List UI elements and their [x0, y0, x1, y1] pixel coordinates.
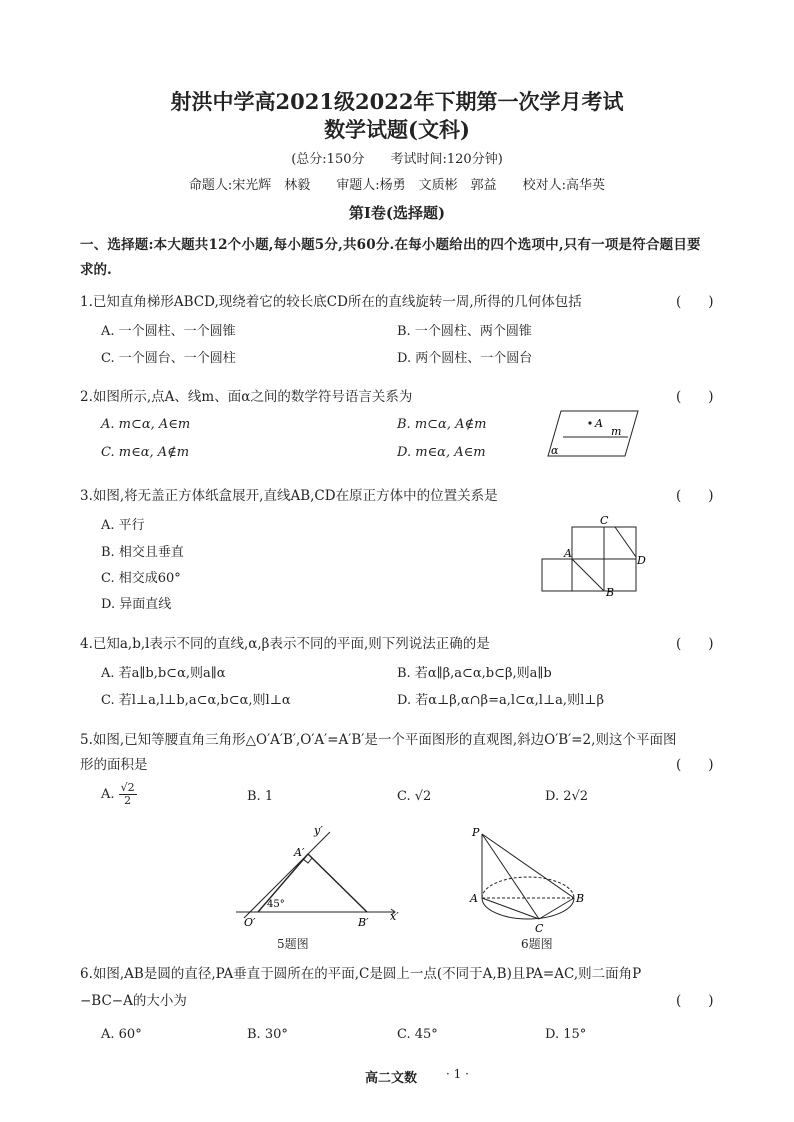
net-square-left [542, 559, 572, 591]
label-y-prime: y′ [314, 824, 323, 837]
q2-option-d: D. m∈α, A∈m [397, 445, 486, 460]
label-c: C [600, 514, 609, 527]
q2-option-c: C. m∈α, A∉m [101, 445, 190, 460]
answer-paren-2: ( ) [676, 389, 714, 405]
q1-option-d: D. 两个圆柱、一个圆台 [397, 351, 533, 366]
q6-option-b: B. 30° [247, 1027, 288, 1042]
question-3-stem: 3.如图,将无盖正方体纸盒展开,直线AB,CD在原正方体中的位置关系是 [80, 488, 498, 504]
net-square-upper [572, 527, 604, 559]
q5-option-d: D. 2√2 [545, 789, 589, 804]
section-title: 第Ⅰ卷(选择题) [348, 204, 446, 222]
exam-title: 射洪中学高2021级2022年下期第一次学月考试 [170, 89, 624, 114]
q4-option-d: D. 若α⊥β,α∩β=a,l⊂α,l⊥a,则l⊥β [397, 693, 604, 708]
q4-option-b: B. 若α∥β,a⊂α,b⊂β,则a∥b [397, 666, 552, 681]
q2-option-b: B. m⊂α, A∉m [397, 417, 487, 432]
segment-cd [615, 527, 636, 557]
q4-option-a: A. 若a∥b,b⊂α,则a∥α [101, 666, 226, 681]
section-instructions-cont: 求的. [80, 262, 112, 278]
plane-parallelogram [548, 411, 638, 456]
fraction-numerator: √2 [120, 781, 135, 794]
segment-ab [572, 559, 604, 591]
figure-q5-triangle [230, 822, 410, 932]
answer-paren-6: ( ) [676, 993, 714, 1009]
answer-paren-5: ( ) [676, 757, 714, 773]
label-d: D [637, 554, 646, 567]
label-c: C [535, 922, 544, 934]
exam-subtitle: 数学试题(文科) [324, 117, 470, 142]
answer-paren-3: ( ) [676, 488, 714, 504]
question-1-stem: 1.已知直角梯形ABCD,现绕着它的较长底CD所在的直线旋转一周,所得的几何体包括 [80, 294, 582, 310]
answer-paren-4: ( ) [676, 636, 714, 652]
figure-q3-cube-net [540, 512, 655, 602]
section-instructions: 一、选择题:本大题共12个小题,每小题5分,共60分.在每小题给出的四个选项中,只有一项是符合题目要 [80, 237, 701, 253]
label-b-prime: B′ [358, 916, 369, 929]
fraction-denominator: 2 [124, 794, 132, 807]
label-m: m [611, 425, 622, 438]
q3-option-b: B. 相交且垂直 [101, 545, 184, 560]
point-a-dot [588, 421, 591, 424]
figure-5-caption: 5题图 [277, 937, 309, 951]
question-6-stem-cont: −BC−A的大小为 [80, 993, 187, 1009]
q3-option-c: C. 相交成60° [101, 571, 181, 586]
question-5-stem-cont: 形的面积是 [80, 757, 148, 773]
question-5-stem: 5.如图,已知等腰直角三角形△O′A′B′,O′A′=A′B′是一个平面图形的直观图,斜边O′B′=2,则这个平面图 [80, 732, 677, 748]
label-a: A [470, 892, 478, 905]
q3-option-a: A. 平行 [101, 518, 145, 533]
figure-6-caption: 6题图 [521, 937, 553, 951]
segment-pb [482, 834, 574, 898]
q5-option-b: B. 1 [247, 789, 274, 804]
segment-a-b [308, 854, 367, 912]
footer-label: 高二文数 [365, 1071, 418, 1086]
label-p: P [472, 826, 480, 839]
label-a-prime: A′ [294, 846, 305, 859]
label-alpha: α [551, 444, 559, 457]
q1-option-b: B. 一个圆柱、两个圆锥 [397, 324, 532, 339]
footer-page-number: · 1 · [446, 1067, 469, 1081]
label-angle-45: 45° [267, 899, 285, 910]
exam-meta: (总分:150分 考试时间:120分钟) [291, 152, 503, 167]
q4-option-c: C. 若l⊥a,l⊥b,a⊂α,b⊂α,则l⊥α [101, 693, 291, 708]
q1-option-a: A. 一个圆柱、一个圆锥 [101, 324, 236, 339]
q2-option-a: A. m⊂α, A∈m [101, 417, 191, 432]
q6-option-c: C. 45° [397, 1027, 438, 1042]
q6-option-d: D. 15° [545, 1027, 587, 1042]
q6-option-a: A. 60° [101, 1027, 142, 1042]
figure-q2-plane [543, 408, 643, 460]
label-x-prime: x′ [390, 910, 399, 923]
q5-option-a [101, 782, 137, 807]
circle-back-arc [482, 877, 574, 898]
q1-option-c: C. 一个圆台、一个圆柱 [101, 351, 236, 366]
segment-ac [482, 898, 539, 919]
figure-q6-cone [462, 822, 592, 934]
label-a: A [595, 417, 603, 430]
exam-staff: 命题人:宋光辉 林毅 审题人:杨勇 文质彬 郭益 校对人:高华英 [188, 178, 606, 193]
q3-option-d: D. 异面直线 [101, 597, 172, 612]
label-b: B [606, 586, 615, 599]
question-4-stem: 4.已知a,b,l表示不同的直线,α,β表示不同的平面,则下列说法正确的是 [80, 636, 490, 652]
label-o-prime: O′ [244, 916, 256, 929]
segment-pc [482, 834, 539, 919]
label-a: A [564, 547, 572, 560]
label-b: B [576, 892, 585, 905]
axis-y [244, 832, 330, 918]
question-2-stem: 2.如图所示,点A、线m、面α之间的数学符号语言关系为 [80, 389, 413, 405]
question-6-stem: 6.如图,AB是圆的直径,PA垂直于圆所在的平面,C是圆上一点(不同于A,B)且PA=AC,则二面角P [80, 966, 642, 982]
q5-option-a-label: A. [101, 787, 115, 802]
circle-front-arc [482, 898, 574, 919]
answer-paren-1: ( ) [676, 294, 714, 310]
q5-option-c: C. √2 [397, 789, 432, 804]
q5-option-a-fraction [119, 782, 137, 807]
net-square-top [604, 527, 636, 559]
